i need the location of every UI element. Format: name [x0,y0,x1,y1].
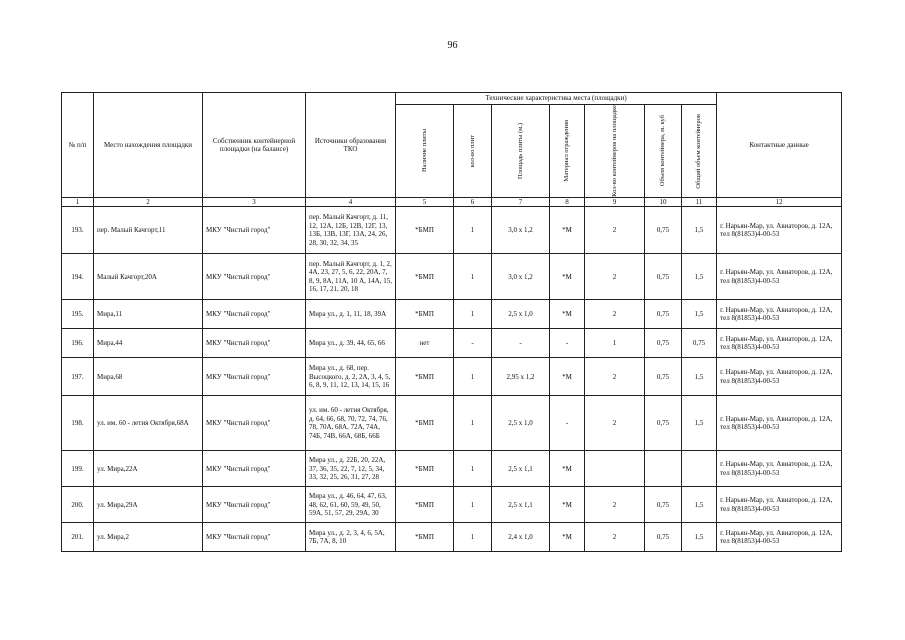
header-base-count [454,105,492,198]
material-cell: *М [550,300,585,329]
material-cell: *М [550,254,585,300]
base-count-cell: 1 [454,487,492,523]
col-number: 8 [550,197,585,206]
area-cell: 3,0 х 1,2 [492,254,550,300]
col-number: 9 [585,197,645,206]
area-cell: 2,5 х 1,1 [492,451,550,487]
base-count-cell: 1 [454,300,492,329]
sources-cell: Мира ул., д. 1, 11, 18, 39А [306,300,396,329]
location-cell: ул. им. 60 - летия Октября,68А [94,396,203,451]
base-cell: *БМП [396,300,454,329]
contacts-cell: г. Нарьян-Мар, ул. Авиаторов, д. 12А, тел 8(81853)4-00-53 [717,254,842,300]
table-row [62,396,842,451]
base-count-cell: 1 [454,254,492,300]
total-volume-cell: 1,5 [682,523,717,552]
contacts-cell: г. Нарьян-Мар, ул. Авиаторов, д. 12А, тел 8(81853)4-00-53 [717,451,842,487]
col-number: 12 [717,197,842,206]
total-volume-cell: 1,5 [682,487,717,523]
owner-cell: МКУ "Чистый город" [203,329,306,358]
owner-cell: МКУ "Чистый город" [203,254,306,300]
location-cell: пер. Малый Качгорт,11 [94,207,203,254]
header-containers-label: Кол-во контейнеров на площадке [610,105,618,197]
total-volume-cell [682,451,717,487]
containers-cell: 2 [585,523,645,552]
location-cell: Малый Качгорт,20А [94,254,203,300]
owner-cell: МКУ "Чистый город" [203,396,306,451]
sources-cell: Мира ул., д. 68, пер. Высоцкого, д. 2, 2А, 3, 4, 5, 6, 8, 9, 11, 12, 13, 14, 15, 16 [306,358,396,396]
area-cell: 2,5 х 1,1 [492,487,550,523]
header-containers [585,105,645,198]
header-total-label: Общий объем контейнеров [695,113,703,189]
row-number: 201. [62,523,94,552]
containers-cell: 2 [585,358,645,396]
location-cell: ул. Мира,22А [94,451,203,487]
base-count-cell: 1 [454,358,492,396]
location-cell: Мира,11 [94,300,203,329]
base-count-cell: - [454,329,492,358]
material-cell: - [550,329,585,358]
location-cell: Мира,68 [94,358,203,396]
base-cell: нет [396,329,454,358]
material-cell: - [550,396,585,451]
row-number: 196. [62,329,94,358]
total-volume-cell: 1,5 [682,396,717,451]
total-volume-cell: 1,5 [682,254,717,300]
header-area [492,105,550,198]
header-volume [645,105,682,198]
contacts-cell: г. Нарьян-Мар, ул. Авиаторов, д. 12А, тел 8(81853)4-00-53 [717,523,842,552]
location-cell: Мира,44 [94,329,203,358]
column-number-row [62,197,842,206]
col-number: 5 [396,197,454,206]
containers-cell: 1 [585,329,645,358]
owner-cell: МКУ "Чистый город" [203,451,306,487]
containers-cell: 2 [585,207,645,254]
volume-cell [645,451,682,487]
location-cell: ул. Мира,29А [94,487,203,523]
material-cell: *М [550,358,585,396]
header-base-count-label: кол-во плит [468,134,476,168]
base-cell: *БМП [396,451,454,487]
header-total [682,105,717,198]
header-volume-label: Объем контейнера, м. куб [659,115,667,187]
table-row [62,451,842,487]
sources-cell: ул. им. 60 - летия Октября, д. 64, 66, 68, 70, 72, 74, 76, 78, 70А, 68А, 72А, 74А, 74Б, 74В, 66А, 68Б, 66Б [306,396,396,451]
area-cell: 2,5 х 1,0 [492,300,550,329]
header-base-label: Наличие плиты [420,129,428,173]
contacts-cell: г. Нарьян-Мар, ул. Авиаторов, д. 12А, тел 8(81853)4-00-53 [717,358,842,396]
base-count-cell: 1 [454,396,492,451]
volume-cell: 0,75 [645,487,682,523]
material-cell: *М [550,523,585,552]
base-cell: *БМП [396,487,454,523]
col-number: 4 [306,197,396,206]
base-count-cell: 1 [454,523,492,552]
contacts-cell: г. Нарьян-Мар, ул. Авиаторов, д. 12А, тел 8(81853)4-00-53 [717,329,842,358]
header-area-label: Площадь плиты (м.) [516,122,524,179]
table-body [62,207,842,552]
location-cell: ул. Мира,2 [94,523,203,552]
base-cell: *БМП [396,523,454,552]
page-number: 96 [447,40,458,51]
header-contacts: Контактные данные [717,93,842,198]
total-volume-cell: 1,5 [682,300,717,329]
volume-cell: 0,75 [645,396,682,451]
owner-cell: МКУ "Чистый город" [203,300,306,329]
sources-cell: Мира ул., д. 2, 3, 4, 6, 5А, 7Б, 7А, 8, 10 [306,523,396,552]
header-tech: Технические характеристика места (площадки) [396,93,717,105]
volume-cell: 0,75 [645,300,682,329]
table-row [62,254,842,300]
col-number: 6 [454,197,492,206]
table-row [62,207,842,254]
area-cell: 2,4 х 1,0 [492,523,550,552]
row-number: 199. [62,451,94,487]
sources-cell: Мира ул., д. 22Б, 20, 22А, 37, 36, 35, 22, 7, 12, 5, 34, 33, 32, 25, 26, 31, 27, 28 [306,451,396,487]
contacts-cell: г. Нарьян-Мар, ул. Авиаторов, д. 12А, тел 8(81853)4-00-53 [717,487,842,523]
header-no: № п/п [62,93,94,198]
col-number: 2 [94,197,203,206]
material-cell: *М [550,487,585,523]
volume-cell: 0,75 [645,254,682,300]
base-count-cell: 1 [454,207,492,254]
col-number: 10 [645,197,682,206]
base-cell: *БМП [396,207,454,254]
total-volume-cell: 0,75 [682,329,717,358]
header-owner: Собственник контейнерной площадки (на балансе) [203,93,306,198]
sources-cell: пер. Малый Качгорт, д. 1, 2, 4А, 23, 27, 5, 6, 22, 20А, 7, 8, 9, 8А, 11А, 10 А, 14А, 15, 16, 17, 21, 20, 18 [306,254,396,300]
header-material [550,105,585,198]
header-sources: Источники образования ТКО [306,93,396,198]
total-volume-cell: 1,5 [682,207,717,254]
container-sites-table [61,92,842,552]
row-number: 195. [62,300,94,329]
sources-cell: Мира ул., д. 46, 64, 47, 63, 48, 62, 61, 60, 59, 49, 50, 59А, 51, 57, 29, 29А, 30 [306,487,396,523]
row-number: 197. [62,358,94,396]
table-row [62,300,842,329]
table-row [62,523,842,552]
row-number: 198. [62,396,94,451]
col-number: 7 [492,197,550,206]
area-cell: 2,95 х 1,2 [492,358,550,396]
volume-cell: 0,75 [645,207,682,254]
base-cell: *БМП [396,396,454,451]
base-cell: *БМП [396,254,454,300]
area-cell: 3,0 х 1,2 [492,207,550,254]
contacts-cell: г. Нарьян-Мар, ул. Авиаторов, д. 12А, тел 8(81853)4-00-53 [717,396,842,451]
table-row [62,358,842,396]
contacts-cell: г. Нарьян-Мар, ул. Авиаторов, д. 12А, тел 8(81853)4-00-53 [717,207,842,254]
table-row [62,329,842,358]
volume-cell: 0,75 [645,523,682,552]
col-number: 3 [203,197,306,206]
table-row [62,487,842,523]
containers-cell: 2 [585,300,645,329]
volume-cell: 0,75 [645,329,682,358]
row-number: 194. [62,254,94,300]
owner-cell: МКУ "Чистый город" [203,207,306,254]
col-number: 11 [682,197,717,206]
sources-cell: пер. Малый Качгорт, д. 11, 12, 12А, 12Б, 12В, 12Г, 13, 13Б, 13В, 13Г, 13А, 24, 26, 28, 30, 32, 34, 35 [306,207,396,254]
containers-cell [585,451,645,487]
total-volume-cell: 1,5 [682,358,717,396]
contacts-cell: г. Нарьян-Мар, ул. Авиаторов, д. 12А, тел 8(81853)4-00-53 [717,300,842,329]
row-number: 200. [62,487,94,523]
containers-cell: 2 [585,487,645,523]
owner-cell: МКУ "Чистый город" [203,358,306,396]
row-number: 193. [62,207,94,254]
material-cell: *М [550,451,585,487]
col-number: 1 [62,197,94,206]
header-location: Место нахождения площадки [94,93,203,198]
area-cell: - [492,329,550,358]
volume-cell: 0,75 [645,358,682,396]
owner-cell: МКУ "Чистый город" [203,523,306,552]
containers-cell: 2 [585,254,645,300]
base-cell: *БМП [396,358,454,396]
header-material-label: Материал ограждения [563,120,571,182]
area-cell: 2,5 х 1,0 [492,396,550,451]
sources-cell: Мира ул., д. 39, 44, 65, 66 [306,329,396,358]
header-base [396,105,454,198]
material-cell: *М [550,207,585,254]
owner-cell: МКУ "Чистый город" [203,487,306,523]
base-count-cell: 1 [454,451,492,487]
containers-cell: 2 [585,396,645,451]
